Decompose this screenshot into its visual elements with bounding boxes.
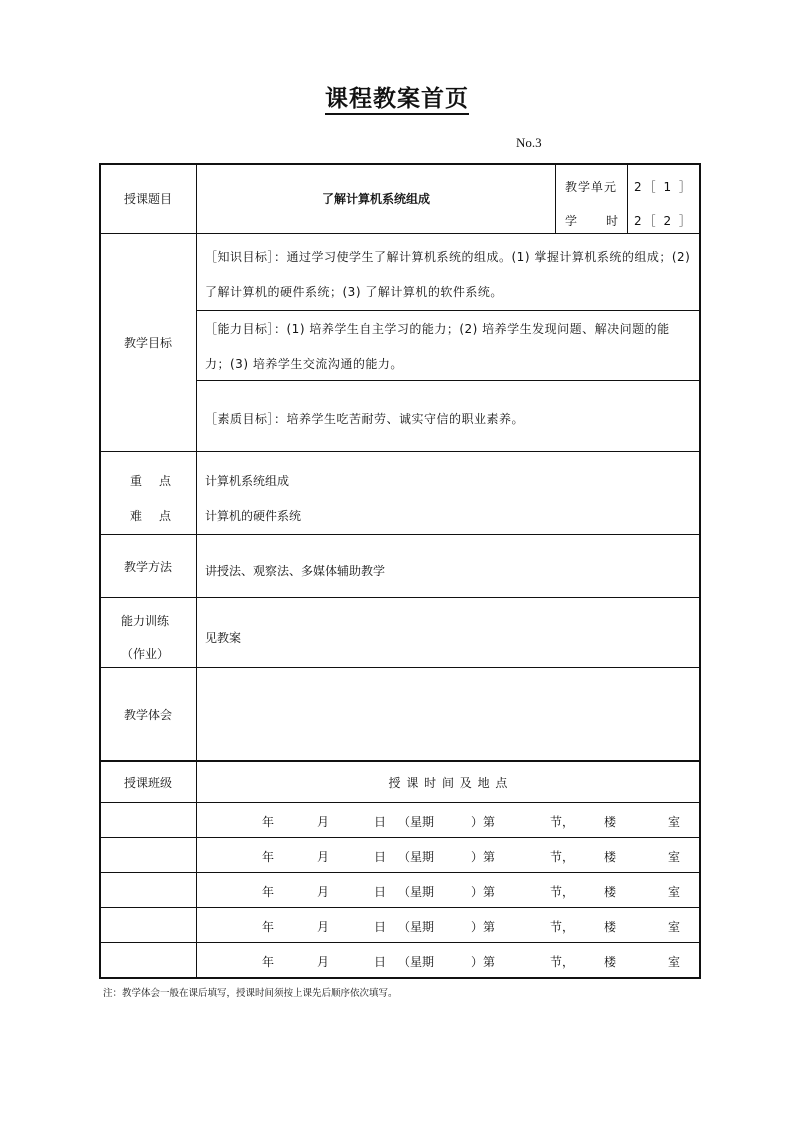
hours-value: 2［ 2 ］ bbox=[634, 214, 693, 228]
schedule-time-word: 年 bbox=[262, 920, 275, 934]
schedule-time-word: 节， bbox=[550, 920, 575, 934]
schedule-time-word: 节， bbox=[550, 815, 575, 829]
schedule-time-word: （星期 bbox=[398, 920, 435, 934]
training-label-1: 能力训练 bbox=[121, 614, 170, 628]
schedule-time-word: 室 bbox=[668, 955, 681, 969]
schedule-time-word: 楼 bbox=[604, 815, 617, 829]
method-value: 讲授法、观察法、多媒体辅助教学 bbox=[205, 564, 386, 578]
key-point-label-1: 重 bbox=[130, 474, 143, 488]
schedule-time-word: 年 bbox=[262, 955, 275, 969]
unit-value: 2［ 1 ］ bbox=[634, 180, 693, 194]
schedule-time-word: 楼 bbox=[604, 955, 617, 969]
schedule-time-word: 月 bbox=[317, 815, 330, 829]
key-point-label-2: 点 bbox=[159, 474, 172, 488]
schedule-time-word: ）第 bbox=[471, 885, 496, 899]
training-value: 见教案 bbox=[205, 631, 242, 645]
schedule-time-word: ）第 bbox=[471, 955, 496, 969]
schedule-time-word: 日 bbox=[374, 920, 387, 934]
schedule-time-word: 室 bbox=[668, 885, 681, 899]
hours-label-1: 学 bbox=[565, 214, 578, 228]
quality-objective: ［素质目标］：培养学生吃苦耐劳、诚实守信的职业素养。 bbox=[205, 412, 525, 426]
schedule-time-word: ）第 bbox=[471, 815, 496, 829]
topic-label: 授课题目 bbox=[123, 192, 172, 206]
difficult-point-value: 计算机的硬件系统 bbox=[205, 509, 302, 523]
schedule-time-word: ）第 bbox=[471, 850, 496, 864]
schedule-time-word: 日 bbox=[374, 955, 387, 969]
schedule-time-word: 月 bbox=[317, 885, 330, 899]
schedule-time-word: 年 bbox=[262, 815, 275, 829]
schedule-time-word: 楼 bbox=[604, 850, 617, 864]
schedule-time-word: 日 bbox=[374, 885, 387, 899]
time-place-header: 授 课 时 间 及 地 点 bbox=[388, 775, 509, 790]
page-title: 课程教案首页 bbox=[0, 80, 794, 113]
key-point-value: 计算机系统组成 bbox=[205, 474, 290, 488]
document-number: No.3 bbox=[516, 135, 542, 150]
schedule-time-word: 楼 bbox=[604, 885, 617, 899]
schedule-time-word: 节， bbox=[550, 955, 575, 969]
schedule-time-word: 节， bbox=[550, 885, 575, 899]
knowledge-objective: ［知识目标］：通过学习使学生了解计算机系统的组成。(1) 掌握计算机系统的组成；(2) 了解计算机的硬件系统；(3) 了解计算机的软件系统。 bbox=[205, 250, 691, 299]
schedule-time-word: 年 bbox=[262, 885, 275, 899]
unit-label: 教学单元 bbox=[565, 180, 618, 194]
hours-label-2: 时 bbox=[606, 214, 619, 228]
schedule-time-word: 月 bbox=[317, 920, 330, 934]
schedule-time-word: 楼 bbox=[604, 920, 617, 934]
reflection-label: 教学体会 bbox=[123, 707, 172, 722]
schedule-time-word: （星期 bbox=[398, 885, 435, 899]
method-label: 教学方法 bbox=[123, 559, 172, 574]
schedule-time-word: 室 bbox=[668, 815, 681, 829]
schedule-time-word: 月 bbox=[317, 955, 330, 969]
schedule-time-word: （星期 bbox=[398, 955, 435, 969]
schedule-time-word: 室 bbox=[668, 850, 681, 864]
schedule-time-word: 月 bbox=[317, 850, 330, 864]
footnote: 注：教学体会一般在课后填写，授课时间须按上课先后顺序依次填写。 bbox=[103, 988, 398, 999]
difficult-point-label-2: 点 bbox=[159, 509, 172, 523]
schedule-time-word: 室 bbox=[668, 920, 681, 934]
schedule-time-word: 日 bbox=[374, 850, 387, 864]
schedule-time-word: 年 bbox=[262, 850, 275, 864]
training-label-2: （作业） bbox=[121, 647, 170, 661]
objectives-label: 教学目标 bbox=[123, 336, 172, 350]
schedule-time-word: ）第 bbox=[471, 920, 496, 934]
schedule-time-word: 节， bbox=[550, 850, 575, 864]
difficult-point-label-1: 难 bbox=[130, 509, 143, 523]
ability-objective: ［能力目标］：(1) 培养学生自主学习的能力；(2) 培养学生发现问题、解决问题的能力；(3) 培养学生交流沟通的能力。 bbox=[205, 322, 670, 371]
schedule-time-word: （星期 bbox=[398, 815, 435, 829]
schedule-time-word: 日 bbox=[374, 815, 387, 829]
class-label: 授课班级 bbox=[123, 775, 172, 790]
schedule-time-word: （星期 bbox=[398, 850, 435, 864]
topic-value: 了解计算机系统组成 bbox=[321, 192, 430, 206]
